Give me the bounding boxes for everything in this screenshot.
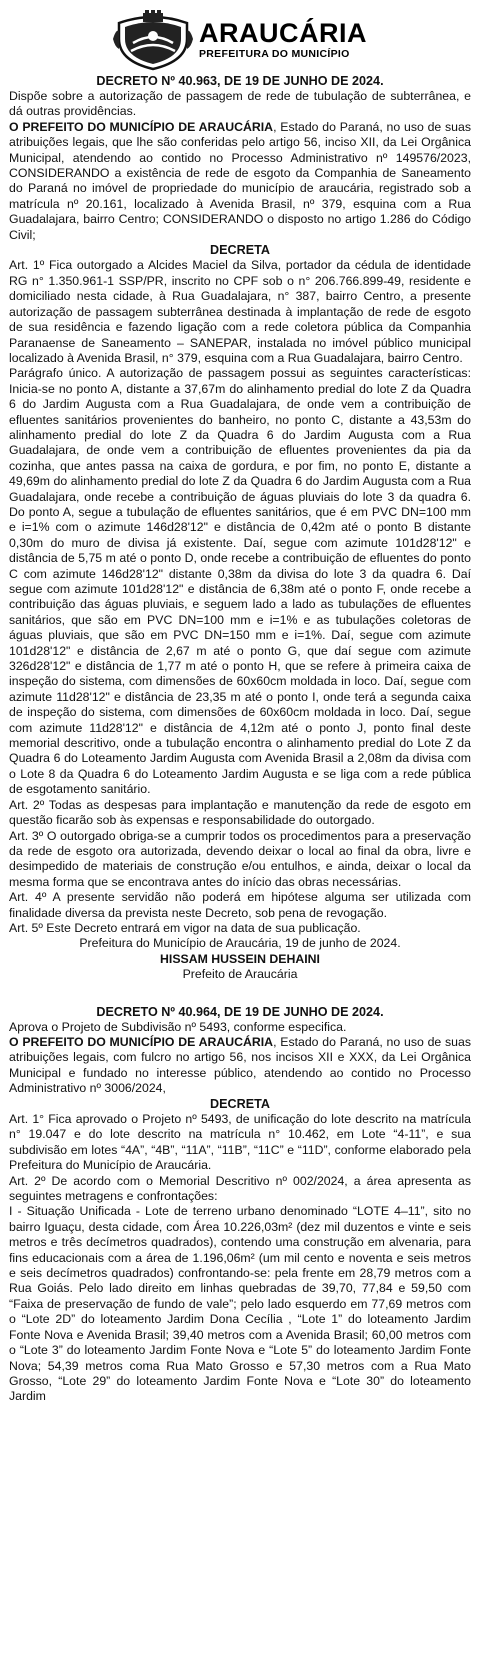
brand <box>199 20 367 60</box>
decreta-heading: DECRETA <box>210 243 270 258</box>
decree-40963 <box>9 74 471 983</box>
article-3: Art. 3º O outorgado obriga-se a cumprir todos os procedimentos para a preservação da rede de esgoto ora autorizada, devendo deixar o local ao final da obra, livre e desimpedido de materiais de construção e/ou entulhos, e ainda, deixar o local da mesma forma que se encontrava antes do início das obras necessárias. <box>9 828 471 889</box>
article-2: Art. 2º Todas as despesas para implantação e manutenção da rede de esgoto em questão ficarão sob às expensas e responsabilidade do outorgado. <box>9 797 471 828</box>
brand-name: ARAUCÁRIA <box>199 18 367 49</box>
header <box>9 0 471 74</box>
preamble-text: , Estado do Paraná, no uso de suas atribuições legais, que lhe são conferidas pelo artigo 56, inciso XII, da Lei Orgânica Municipal, atendendo ao contido no Processo Administrativo nº 149576/2023, CONSIDERANDO a existência de rede de esgoto da Companhia de Saneamento do Paraná no imóvel de propriedade do município de araucária, registrado sob a matrícula nº 20.161, localizado à Avenida Brasil, nº 379, esquina com a Rua Guadalajara, bairro Centro; CONSIDERANDO o disposto no artigo 1.286 do Código Civil; <box>9 119 471 242</box>
decreta-heading: DECRETA <box>210 1096 270 1111</box>
decree-title: DECRETO Nº 40.964, DE 19 DE JUNHO DE 2024. <box>96 1004 384 1019</box>
article-2: Art. 2º De acordo com o Memorial Descritivo nº 002/2024, a área apresenta as seguintes metragens e confrontações: <box>9 1173 471 1204</box>
article-1: Art. 1° Fica aprovado o Projeto nº 5493, de unificação do lote descrito na matrícula n° 19.047 e do lote descrito na matrícula n° 10.462, em Lote “4-11”, e sua subdivisão em lotes “4A”, “4B”, “11A”, “11B”, “11C” e “11D”, conforme elaborado pela Prefeitura do Município de Araucária. <box>9 1112 471 1173</box>
brand-subtitle: PREFEITURA DO MUNICÍPIO <box>199 48 350 61</box>
decree-ementa: Dispõe sobre a autorização de passagem de rede de tubulação de subterrânea, e dá outras providências. <box>9 89 471 119</box>
decree-40964 <box>9 1005 471 1405</box>
signer-role: Prefeito de Araucária <box>182 967 298 982</box>
article-4: Art. 4º A presente servidão não poderá em hipótese alguma ser utilizada com finalidade diversa da prevista neste Decreto, sob pena de revogação. <box>9 890 471 920</box>
preamble-authority: O PREFEITO DO MUNICÍPIO DE ARAUCÁRIA <box>9 1034 274 1049</box>
place-date: Prefeitura do Município de Araucária, 19 de junho de 2024. <box>79 936 401 951</box>
section-divider <box>9 983 471 1005</box>
article-1-paragraph: Parágrafo único. A autorização de passagem possui as seguintes características: Inicia-se no ponto A, distante a 37,67m do alinhamento predial do lote Z da Quadra 6 do Jardim Augusta com a Rua Guadalajara, de onde vem a contribuição de efluentes sanitários provenientes do banheiro, no ponto C, distante a 43,53m do alinhamento predial do lote Z da Quadra 6 do Jardim Augusta com a Rua Guadalajara, de onde vem a contribuição de efluentes provenientes da pia da cozinha, que antes passa na caixa de gordura, e por fim, no ponto E, distante a 49,69m do alinhamento predial do lote Z da Quadra 6 do Jardim Augusta com a Rua Guadalajara, onde recebe a contribuição de águas pluviais do lote 3 da quadra 6. Do ponto A, segue a tubulação de efluentes sanitários, que é em PVC DN=100 mm e i=1% com o azimute 146d28'12" e distância de 0,42m até o ponto B distante 0,30m do muro de divisa já existente. Daí, segue com azimute 101d28'12" e distância de 5,75 m até o ponto D, onde recebe a contribuição de efluentes do ponto C com azimute 146d28'12" distante 0,38m da divisa do lote 3 da quadra 6. Daí segue com azimute 101d28'12" e distância de 6,38m até o ponto F, onde recebe a contribuição das águas pluviais, e seguem lado a lado as tubulações de efluentes sanitários, que são em PVC DN=100 mm e i=1% e as tubulações coletoras de águas pluviais, que são em PVC DN=150 mm e i=1%. Daí, segue com azimute 101d28'12" e distância de 2,67 m até o ponto G, que daí segue com azimute 326d28'12" e distância de 1,77 m até o ponto H, que se refere à primeira caixa de inspeção do sistema, com dimensões de 60x60cm moldada in loco. Daí, segue com azimute 11d28'12" e distância de 23,35 m até o ponto I, onde terá a segunda caixa de inspeção do sistema, com dimensões de 60x60cm moldada in loco. Daí, segue com azimute 11d28'12" e distância de 4,12m até o ponto J, ponto final deste memorial descritivo, onde a tubulação encontra o alinhamento predial do Lote Z da Quadra 6 do Loteamento Jardim Augusta com Avenida Brasil a 2,08m da divisa com o Lote 8 da Quadra 6 do Loteamento Jardim Augusta e se liga com a rede pública de esgotamento sanitário. <box>9 366 471 797</box>
signer-name: HISSAM HUSSEIN DEHAINI <box>160 951 320 966</box>
article-1: Art. 1º Fica outorgado a Alcides Maciel da Silva, portador da cédula de identidade RG n° 1.350.961-1 SSP/PR, inscrito no CPF sob o n° 206.766.899-49, residente e domiciliado nesta cidade, à Rua Guadalajara, n° 387, bairro Centro, a presente autorização de passagem subterrânea destinada à implantação de rede de esgoto de sua residência e fazendo ligação com a rede coletora pública da Companhia Paranaense de Saneamento – SANEPAR, instalada no imóvel público municipal localizado à Avenida Brasil, n° 379, esquina com a Rua Guadalajara, bairro Centro. <box>9 258 471 365</box>
decree-preamble <box>9 1035 471 1097</box>
preamble-text: , Estado do Paraná, no uso de suas atribuições legais, com fulcro no artigo 56, nos incisos XII e XXX, da Lei Orgânica Municipal e fundado no interesse público, atendendo ao contido no Processo Administrativo nº 3006/2024, <box>9 1034 471 1096</box>
decree-title: DECRETO Nº 40.963, DE 19 DE JUNHO DE 2024. <box>96 74 384 88</box>
item-1: I - Situação Unificada - Lote de terreno urbano denominado “LOTE 4–11”, sito no bairro Iguaçu, desta cidade, com Área 10.226,03m² (dez mil duzentos e vinte e seis metros e três decímetros quadrados), contendo uma construção em alvenaria, para fins educacionais com a área de 1.196,06m² (um mil cento e noventa e seis metros e seis decímetros quadrados) confrontando-se: pela frente em 28,79 metros com a Rua Goiás. Pelo lado direito em linhas quebradas de 39,70, 77,84 e 59,50 com “Faixa de preservação de fundo de vale”; pelo lado esquerdo em 77,69 metros com o “Lote 2D” do loteamento Jardim Dona Cecília , “Lote 1” do loteamento Jardim Fonte Nova e Avenida Brasil; 39,40 metros com a Avenida Brasil; 60,00 metros com o “Lote 3” do loteamento Jardim Fonte Nova e “Lote 5” do loteamento Jardim Fonte Nova; 54,39 metros coma Rua Mato Grosso e 57,30 metros com a Rua Mato Grosso, “Lote 29” do loteamento Jardim Fonte Nova e “Lote 30” do loteamento Jardim <box>9 1204 471 1404</box>
decree-ementa: Aprova o Projeto de Subdivisão nº 5493, conforme especifica. <box>9 1019 347 1034</box>
article-5: Art. 5º Este Decreto entrará em vigor na data de sua publicação. <box>9 920 361 935</box>
preamble-authority: O PREFEITO DO MUNICÍPIO DE ARAUCÁRIA <box>9 119 274 134</box>
decree-preamble <box>9 120 471 243</box>
municipal-crest-icon <box>113 9 193 71</box>
